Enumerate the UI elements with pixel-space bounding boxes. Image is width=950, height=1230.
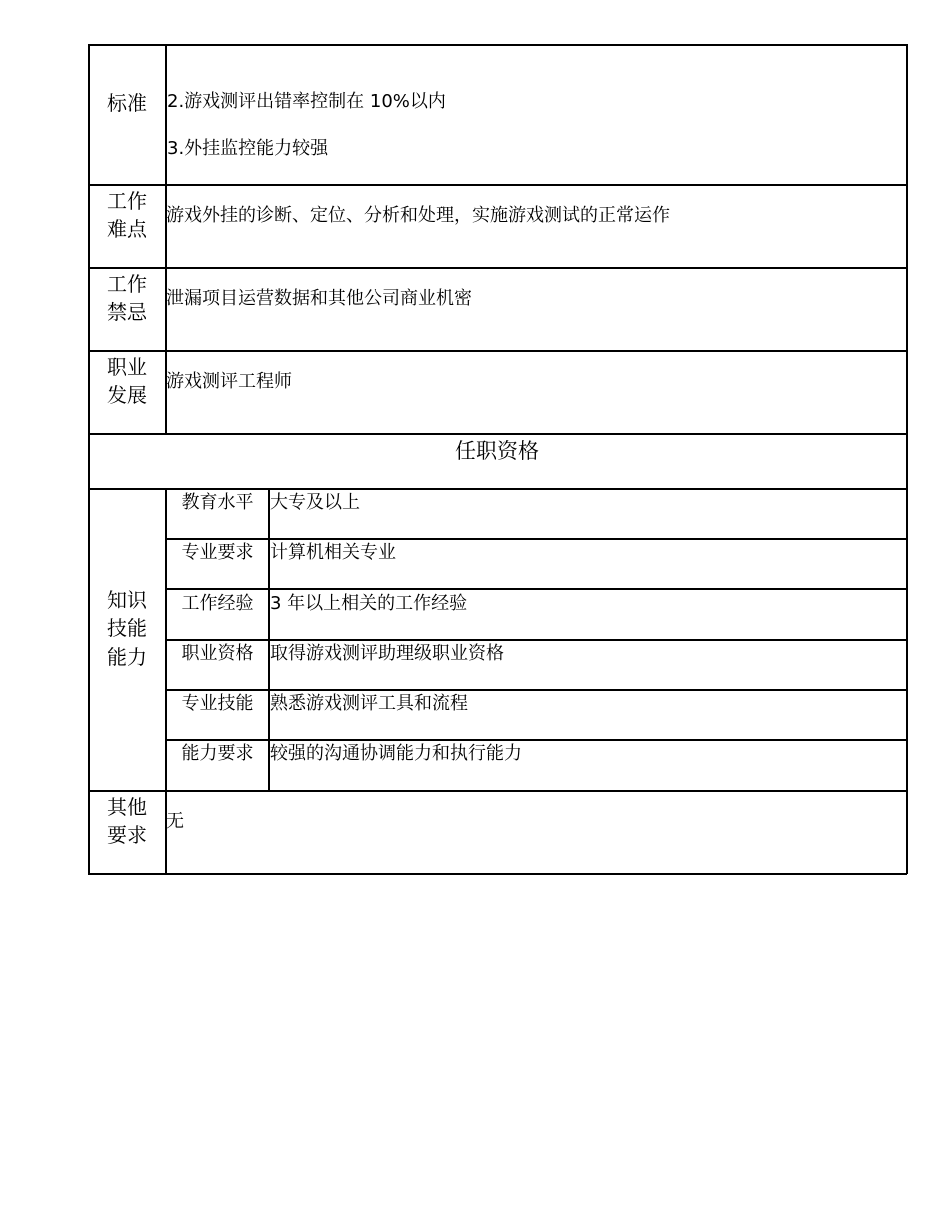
- qualification-value-skills: 熟悉游戏测评工具和流程: [270, 693, 468, 714]
- other-label-line2: 要求: [107, 823, 147, 847]
- qualification-value-experience: 3 年以上相关的工作经验: [270, 593, 468, 614]
- career-label-line2: 发展: [107, 383, 147, 407]
- other-label-line1: 其他: [107, 795, 147, 819]
- taboo-label-line2: 禁忌: [107, 300, 147, 324]
- row-divider: [88, 790, 907, 792]
- career-label-line1: 职业: [107, 355, 147, 379]
- row-divider: [88, 488, 907, 490]
- table-border-left: [88, 44, 90, 874]
- qualifications-group-label-line1: 知识: [107, 588, 147, 612]
- table-border-top: [88, 44, 907, 46]
- qualifications-title: 任职资格: [455, 439, 539, 463]
- taboo-text: 泄漏项目运营数据和其他公司商业机密: [166, 288, 472, 309]
- qualification-label-experience: 工作经验: [181, 593, 254, 614]
- table-border-right: [906, 44, 908, 874]
- difficulty-text: 游戏外挂的诊断、定位、分析和处理，实施游戏测试的正常运作: [166, 205, 670, 226]
- row-divider: [88, 267, 907, 269]
- qualifications-group-label-line3: 能力: [107, 645, 147, 669]
- sub-row-divider: [166, 639, 907, 641]
- qualification-value-major: 计算机相关专业: [270, 542, 396, 563]
- row-divider: [88, 433, 907, 435]
- qualification-label-certification: 职业资格: [181, 643, 254, 664]
- standard-line-3: 3.外挂监控能力较强: [167, 138, 329, 159]
- standard-label: 标准: [107, 91, 147, 115]
- qualification-value-certification: 取得游戏测评助理级职业资格: [270, 643, 504, 664]
- qualification-value-ability: 较强的沟通协调能力和执行能力: [270, 743, 522, 764]
- difficulty-label-line2: 难点: [107, 217, 147, 241]
- qualification-label-education: 教育水平: [181, 492, 254, 513]
- sub-row-divider: [166, 538, 907, 540]
- other-text: 无: [166, 811, 184, 832]
- sub-row-divider: [166, 588, 907, 590]
- qualifications-group-label-line2: 技能: [107, 616, 147, 640]
- qualification-label-major: 专业要求: [181, 542, 254, 563]
- qualification-label-ability: 能力要求: [181, 743, 254, 764]
- sub-row-divider: [166, 739, 907, 741]
- row-divider: [88, 184, 907, 186]
- career-text: 游戏测评工程师: [166, 371, 292, 392]
- qualification-label-skills: 专业技能: [181, 693, 254, 714]
- taboo-label-line1: 工作: [107, 272, 147, 296]
- sub-row-divider: [166, 689, 907, 691]
- qualification-value-education: 大专及以上: [270, 492, 360, 513]
- row-divider: [88, 350, 907, 352]
- table-border-bottom: [88, 873, 907, 875]
- standard-line-2: 2.游戏测评出错率控制在 10%以内: [167, 91, 446, 112]
- difficulty-label-line1: 工作: [107, 189, 147, 213]
